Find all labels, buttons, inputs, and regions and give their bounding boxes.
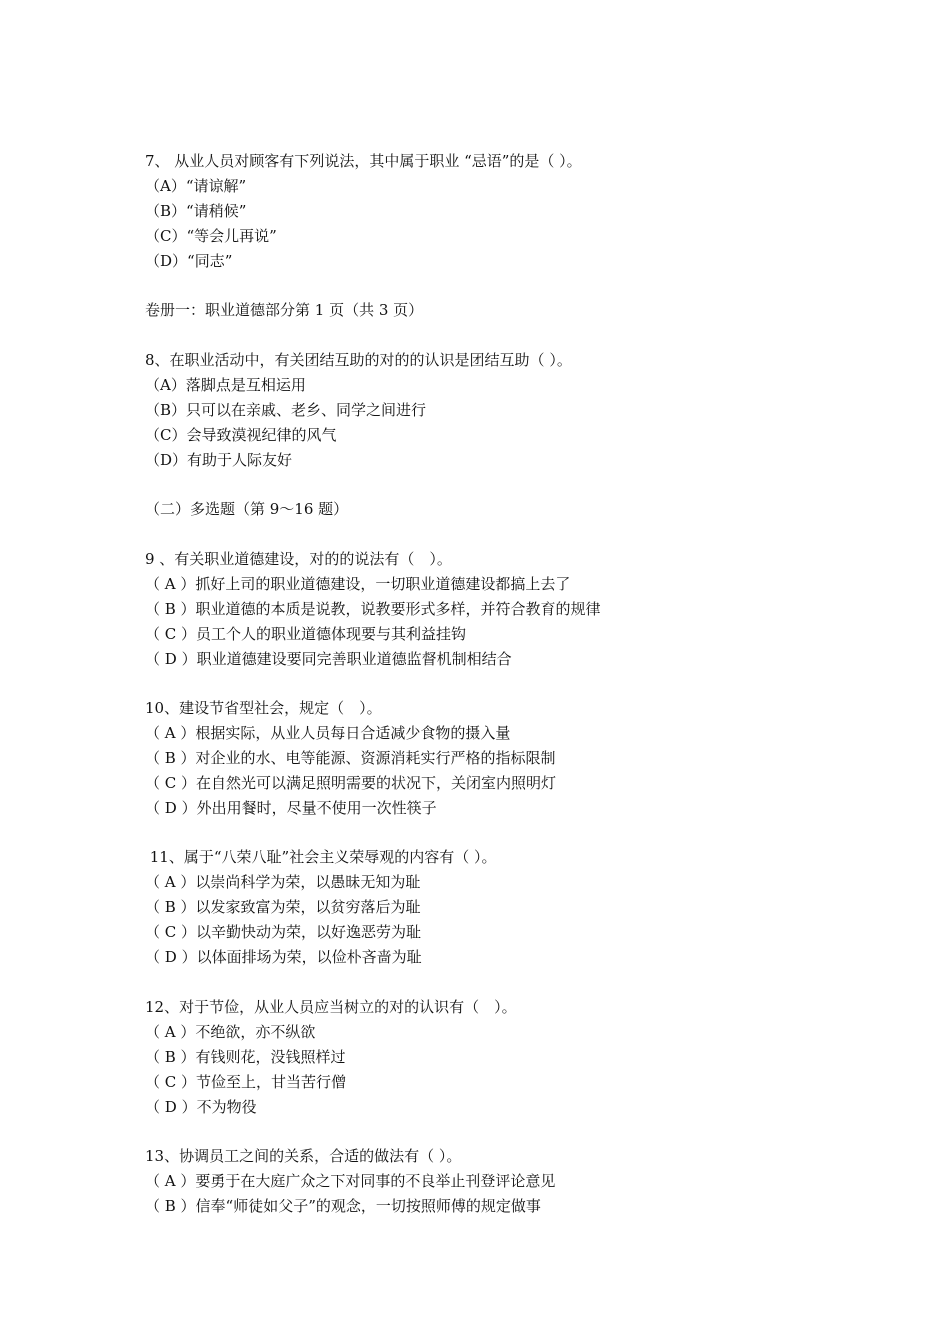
q12-option-a: （ A ）不绝欲，亦不纵欲 bbox=[145, 1023, 316, 1041]
q12-option-b: （ B ）有钱则花，没钱照样过 bbox=[145, 1048, 346, 1066]
q9-option-d: （ D ）职业道德建设要同完善职业道德监督机制相结合 bbox=[145, 650, 512, 668]
q8-option-c: （C）会导致漠视纪律的风气 bbox=[145, 426, 337, 444]
q7-option-d: （D）“同志” bbox=[145, 252, 233, 270]
q13-stem: 13、协调员工之间的关系，合适的做法有（ ）。 bbox=[145, 1147, 462, 1165]
q7-option-b: （B）“请稍候” bbox=[145, 202, 247, 220]
q11-stem: 11、属于“八荣八耻”社会主义荣辱观的内容有（ ）。 bbox=[145, 848, 497, 866]
q9-stem: 9 、有关职业道德建设，对的的说法有（ ）。 bbox=[145, 550, 452, 568]
q7-option-a: （A）“请谅解” bbox=[145, 177, 247, 195]
q11-option-b: （ B ）以发家致富为荣，以贫穷落后为耻 bbox=[145, 898, 421, 916]
q9-option-a: （ A ）抓好上司的职业道德建设，一切职业道德建设都搞上去了 bbox=[145, 575, 571, 593]
q10-stem: 10、建设节省型社会，规定（ ）。 bbox=[145, 699, 382, 717]
q10-option-c: （ C ）在自然光可以满足照明需要的状况下，关闭室内照明灯 bbox=[145, 774, 557, 792]
q7-stem: 7、 从业人员对顾客有下列说法，其中属于职业 “忌语”的是（ ）。 bbox=[145, 152, 582, 170]
q13-option-a: （ A ）要勇于在大庭广众之下对同事的不良举止刊登评论意见 bbox=[145, 1172, 556, 1190]
q10-option-b: （ B ）对企业的水、电等能源、资源消耗实行严格的指标限制 bbox=[145, 749, 556, 767]
q7-option-c: （C）“等会儿再说” bbox=[145, 227, 277, 245]
q12-stem: 12、对于节俭，从业人员应当树立的对的认识有（ ）。 bbox=[145, 998, 517, 1016]
q9-option-c: （ C ）员工个人的职业道德体现要与其利益挂钩 bbox=[145, 625, 467, 643]
q11-option-d: （ D ）以体面排场为荣，以俭朴吝啬为耻 bbox=[145, 948, 422, 966]
q11-option-c: （ C ）以辛勤快动为荣，以好逸恶劳为耻 bbox=[145, 923, 422, 941]
q11-option-a: （ A ）以崇尚科学为荣，以愚昧无知为耻 bbox=[145, 873, 421, 891]
q13-option-b: （ B ）信奉“师徒如父子”的观念，一切按照师傅的规定做事 bbox=[145, 1197, 541, 1215]
q10-option-d: （ D ）外出用餐时，尽量不使用一次性筷子 bbox=[145, 799, 437, 817]
q8-option-d: （D）有助于人际友好 bbox=[145, 451, 293, 469]
q12-option-c: （ C ）节俭至上，甘当苦行僧 bbox=[145, 1073, 347, 1091]
q8-stem: 8、在职业活动中，有关团结互助的对的的认识是团结互助（ ）。 bbox=[145, 351, 572, 369]
page-footer-note: 卷册一：职业道德部分第 1 页（共 3 页） bbox=[145, 301, 424, 319]
q8-option-a: （A）落脚点是互相运用 bbox=[145, 376, 306, 394]
q12-option-d: （ D ）不为物役 bbox=[145, 1098, 257, 1116]
q8-option-b: （B）只可以在亲戚、老乡、同学之间进行 bbox=[145, 401, 427, 419]
q10-option-a: （ A ）根据实际，从业人员每日合适减少食物的摄入量 bbox=[145, 724, 511, 742]
q9-option-b: （ B ）职业道德的本质是说教，说教要形式多样，并符合教育的规律 bbox=[145, 600, 601, 618]
section-title: （二）多选题（第 9～16 题） bbox=[145, 500, 349, 518]
